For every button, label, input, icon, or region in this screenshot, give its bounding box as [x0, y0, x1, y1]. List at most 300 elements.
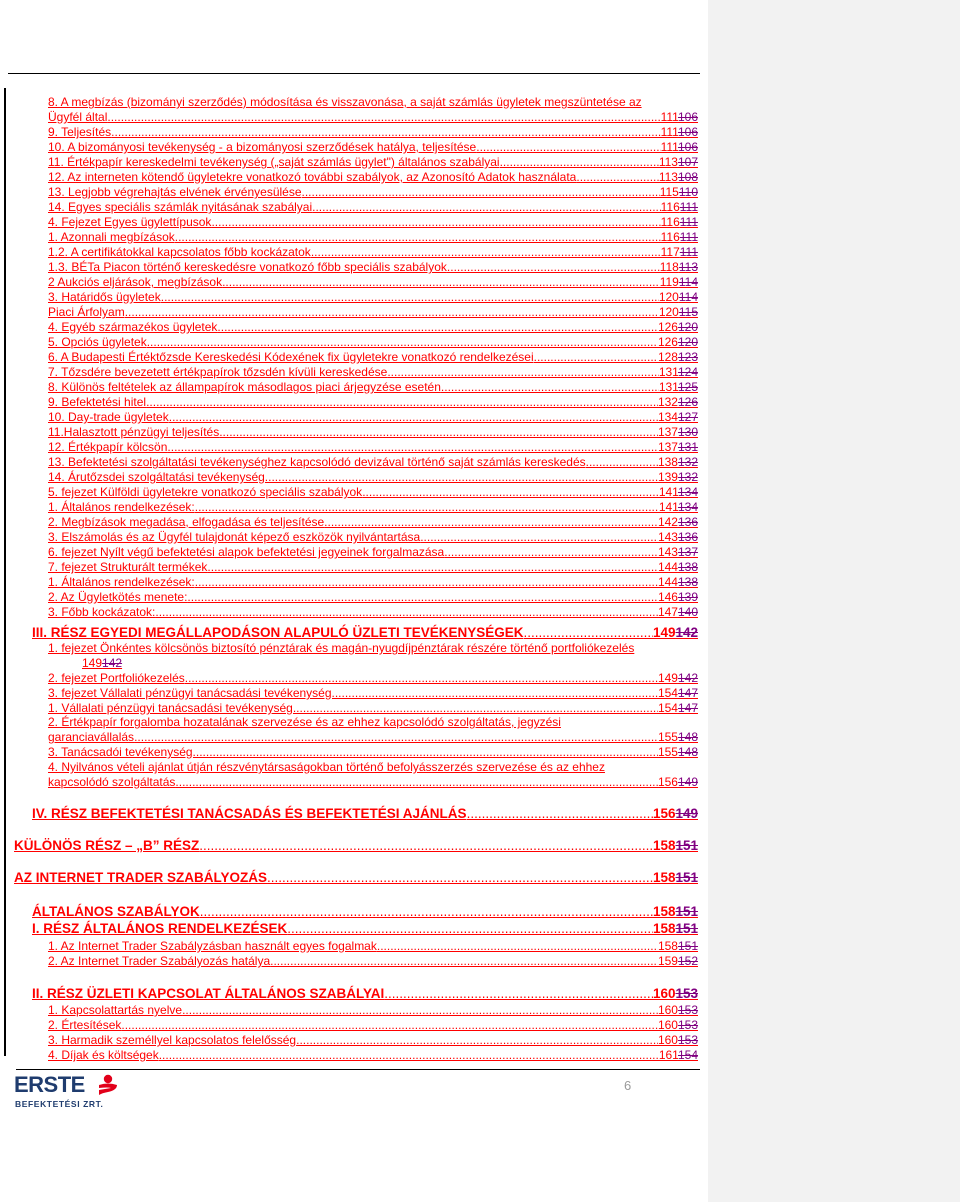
toc-dot-leader — [447, 260, 660, 274]
toc-dot-leader — [167, 440, 658, 454]
toc-page-new: 143 — [657, 545, 678, 559]
toc-entry[interactable] — [48, 410, 698, 424]
toc-entry[interactable] — [48, 954, 698, 968]
toc-entry[interactable] — [48, 485, 698, 499]
toc-entry[interactable] — [48, 215, 698, 229]
toc-page-new: 132 — [657, 395, 678, 409]
toc-entry-title: 2 Aukciós eljárások, megbízások — [48, 275, 223, 289]
page-number: 6 — [624, 1078, 632, 1093]
toc-dot-leader — [185, 671, 658, 685]
toc-page-number — [658, 1003, 698, 1017]
toc-entry-title: 1. Általános rendelkezések: — [48, 575, 195, 589]
toc-page-old: 111 — [679, 230, 698, 244]
toc-entry[interactable] — [48, 730, 698, 744]
toc-entry[interactable] — [48, 939, 698, 953]
toc-entry-title: AZ INTERNET TRADER SZABÁLYOZÁS — [14, 870, 268, 885]
toc-entry[interactable] — [48, 155, 698, 169]
toc-entry-title: 2. Értesítések — [48, 1018, 122, 1032]
toc-entry-issue-line1[interactable]: 2. Értékpapír forgalomba hozatalának szervezése és az ehhez kapcsolódó szolgáltatás, jegyzési — [48, 715, 561, 729]
toc-entry-title: 1. Vállalati pénzügyi tanácsadási tevékenység — [48, 701, 293, 715]
toc-page-new: 120 — [658, 305, 679, 319]
toc-page-new: 155 — [657, 730, 678, 744]
toc-entry[interactable] — [48, 440, 698, 454]
toc-page-number — [658, 545, 698, 559]
toc-page-old: 114 — [678, 290, 698, 304]
toc-entry-portfolio-line2[interactable]: 149142 — [82, 656, 123, 670]
toc-page-new: 116 — [660, 215, 680, 229]
toc-entry-title: 10. A bizományosi tevékenység - a bizományosi szerződések hatálya, teljesítése — [48, 140, 477, 154]
toc-page-old: 111 — [679, 245, 698, 259]
toc-entry[interactable] — [48, 110, 698, 124]
toc-entry-title: 3. Tanácsadói tevékenység — [48, 745, 193, 759]
toc-dot-leader — [524, 625, 653, 641]
toc-page-new: 131 — [658, 380, 678, 394]
toc-page-new: 111 — [660, 110, 678, 124]
toc-entry[interactable] — [48, 365, 698, 379]
toc-page-number — [658, 730, 698, 744]
toc-page-new: 128 — [657, 350, 678, 364]
toc-dot-leader — [362, 485, 659, 499]
toc-entry-title: I. RÉSZ ÁLTALÁNOS RENDELKEZÉSEK — [32, 921, 288, 936]
toc-page-new: 160 — [657, 1018, 678, 1032]
toc-page-number — [658, 560, 698, 574]
toc-page-old: 149 — [675, 806, 698, 821]
toc-dot-leader — [312, 200, 660, 214]
toc-page-new: 116 — [660, 230, 680, 244]
toc-page-new: 149 — [652, 625, 676, 640]
logo-s-icon — [96, 1074, 120, 1096]
toc-entry[interactable] — [32, 806, 698, 822]
toc-entry[interactable] — [48, 1048, 698, 1062]
toc-page-new: 138 — [657, 455, 678, 469]
toc-page-new: 113 — [658, 155, 678, 169]
toc-page-number — [658, 575, 698, 589]
toc-page-number — [659, 485, 698, 499]
toc-page-new: 111 — [660, 125, 678, 139]
toc-page-old: 120 — [677, 320, 698, 334]
toc-entry-takeover-line1[interactable]: 4. Nyilvános vételi ajánlat útján részvénytársaságokban történő befolyásszerzés szervezése és az ehhez — [48, 760, 605, 774]
toc-page-new: 137 — [657, 425, 678, 439]
toc-page-new: 156 — [657, 775, 678, 789]
toc-page-number — [659, 500, 698, 514]
toc-page-number — [659, 365, 698, 379]
toc-entry[interactable] — [48, 470, 698, 484]
toc-page-old: 137 — [677, 545, 698, 559]
toc-page-new: 158 — [652, 904, 676, 919]
toc-entry-title: 1. Az Internet Trader Szabályzásban használt egyes fogalmak — [48, 939, 377, 953]
toc-page-number — [660, 260, 698, 274]
toc-entry[interactable] — [32, 904, 698, 920]
toc-page-old: 139 — [677, 590, 698, 604]
toc-page-number — [653, 986, 698, 1002]
toc-dot-leader — [207, 560, 658, 574]
toc-page-old: 153 — [677, 1033, 698, 1047]
toc-entry[interactable] — [48, 671, 698, 685]
toc-page-new: 154 — [657, 701, 678, 715]
toc-dot-leader — [377, 939, 658, 953]
toc-dot-leader — [200, 904, 653, 920]
toc-page-number — [660, 275, 698, 289]
toc-entry[interactable] — [48, 455, 698, 469]
toc-entry-item8-line1[interactable]: 8. A megbízás (bizományi szerződés) módosítása és visszavonása, a saját számlás ügyletek megszüntetése az — [48, 95, 642, 109]
toc-page-old: 113 — [678, 260, 698, 274]
toc-entry-title: 1.2. A certifikátokkal kapcsolatos főbb kockázatok — [48, 245, 311, 259]
toc-page-new: 118 — [659, 260, 679, 274]
toc-page-old: 124 — [677, 365, 698, 379]
toc-page-old: 151 — [675, 904, 698, 919]
toc-entry[interactable] — [48, 530, 698, 544]
toc-entry[interactable] — [48, 305, 698, 319]
toc-entry[interactable] — [48, 395, 698, 409]
toc-entry-title: II. RÉSZ ÜZLETI KAPCSOLAT ÁLTALÁNOS SZABÁLYAI — [32, 986, 385, 1001]
toc-page-number — [658, 410, 698, 424]
toc-entry[interactable] — [48, 140, 698, 154]
toc-page-number — [661, 230, 698, 244]
toc-page-new: 141 — [658, 500, 678, 514]
toc-page-number — [658, 701, 698, 715]
toc-page-number — [658, 335, 698, 349]
toc-page-new: 161 — [658, 1048, 678, 1062]
toc-entry[interactable] — [48, 230, 698, 244]
toc-page-old: 106 — [677, 125, 698, 139]
toc-page-number — [658, 455, 698, 469]
toc-page-old: 148 — [677, 730, 698, 744]
toc-page-number — [659, 155, 698, 169]
toc-entry-title: 5. fejezet Külföldi ügyletekre vonatkozó speciális szabályok — [48, 485, 363, 499]
toc-page-old: 151 — [675, 870, 698, 885]
toc-entry[interactable] — [48, 320, 698, 334]
toc-entry-title: 8. Különös feltételek az állampapírok másodlagos piaci árjegyzése esetén — [48, 380, 441, 394]
footer-rule — [16, 1069, 700, 1070]
toc-page-new: 134 — [657, 410, 678, 424]
toc-dot-leader — [195, 575, 658, 589]
toc-entry-title: 7. fejezet Strukturált termékek — [48, 560, 208, 574]
toc-page-new: 156 — [652, 806, 676, 821]
toc-page-number — [659, 380, 698, 394]
toc-entry[interactable] — [48, 380, 698, 394]
toc-page-new: 117 — [660, 245, 680, 259]
toc-dot-leader — [134, 730, 658, 744]
toc-entry[interactable] — [48, 425, 698, 439]
toc-entry-title: garanciavállalás — [48, 730, 135, 744]
toc-entry[interactable] — [48, 260, 698, 274]
toc-entry[interactable] — [48, 245, 698, 259]
toc-page-old: 126 — [677, 395, 698, 409]
toc-entry-title: 3. fejezet Vállalati pénzügyi tanácsadási tevékenység — [48, 686, 332, 700]
toc-dot-leader — [384, 986, 653, 1002]
toc-dot-leader — [182, 1003, 658, 1017]
toc-dot-leader — [107, 110, 660, 124]
toc-entry[interactable] — [48, 1033, 698, 1047]
toc-entry[interactable] — [48, 545, 698, 559]
toc-dot-leader — [175, 775, 658, 789]
toc-entry-title: 1.3. BÉTa Piacon történő kereskedésre vonatkozó főbb speciális szabályok — [48, 260, 447, 274]
toc-entry[interactable] — [48, 701, 698, 715]
toc-entry-title: kapcsolódó szolgáltatás — [48, 775, 176, 789]
toc-page-old: 108 — [677, 170, 698, 184]
toc-page-new: 160 — [657, 1003, 678, 1017]
toc-page-old: 142 — [677, 671, 698, 685]
toc-dot-leader — [265, 470, 658, 484]
toc-dot-leader — [534, 350, 658, 364]
toc-page-number — [658, 320, 698, 334]
toc-page-old: 110 — [678, 185, 698, 199]
toc-entry[interactable] — [48, 575, 698, 589]
toc-dot-leader — [267, 870, 653, 886]
toc-entry[interactable] — [32, 921, 698, 937]
toc-dot-leader — [161, 290, 659, 304]
toc-page-new: 159 — [657, 954, 678, 968]
toc-page-new: 142 — [657, 515, 678, 529]
toc-dot-leader — [121, 1018, 658, 1032]
toc-page-old: 153 — [677, 1003, 698, 1017]
toc-entry-title: 13. Befektetési szolgáltatási tevékenységhez kapcsolódó devizával történő saját számlás kereskedés — [48, 455, 586, 469]
toc-dot-leader — [476, 140, 660, 154]
toc-entry-title: 11.Halasztott pénzügyi teljesítés — [48, 425, 220, 439]
toc-page-new: 113 — [658, 170, 678, 184]
toc-page-new: 137 — [657, 440, 678, 454]
toc-page-new: 147 — [657, 605, 678, 619]
toc-entry-title: 2. Az Internet Trader Szabályozás hatálya — [48, 954, 271, 968]
toc-entry[interactable] — [32, 625, 698, 641]
toc-page-new: 160 — [657, 1033, 678, 1047]
toc-entry[interactable] — [48, 1003, 698, 1017]
toc-page-new: 115 — [659, 185, 679, 199]
toc-entry[interactable] — [48, 500, 698, 514]
toc-page-new: 131 — [658, 365, 678, 379]
toc-entry-title: 2. fejezet Portfoliókezelés — [48, 671, 185, 685]
toc-page-old: 138 — [677, 575, 698, 589]
toc-entry-title: III. RÉSZ EGYEDI MEGÁLLAPODÁSON ALAPULÓ ÜZLETI TEVÉKENYSÉGEK — [32, 625, 524, 640]
toc-entry[interactable] — [48, 350, 698, 364]
toc-page-number — [661, 245, 698, 259]
toc-page-new: 158 — [652, 838, 676, 853]
toc-entry-title: 3. Harmadik személlyel kapcsolatos felelősség — [48, 1033, 297, 1047]
toc-entry[interactable] — [48, 515, 698, 529]
toc-dot-leader — [576, 170, 658, 184]
toc-page-old: 107 — [677, 155, 698, 169]
toc-dot-leader — [441, 380, 659, 394]
toc-page-number — [658, 686, 698, 700]
toc-page-number — [653, 806, 698, 822]
toc-page-old: 154 — [677, 1048, 698, 1062]
toc-entry[interactable] — [14, 870, 698, 886]
toc-entry[interactable] — [48, 1018, 698, 1032]
toc-page-new: 160 — [652, 986, 676, 1001]
toc-page-number — [659, 1048, 698, 1062]
toc-page-old: 120 — [677, 335, 698, 349]
toc-entry[interactable] — [48, 686, 698, 700]
toc-page-old: 106 — [677, 110, 698, 124]
toc-page-old: 140 — [677, 605, 698, 619]
toc-dot-leader — [193, 745, 658, 759]
toc-page-new: 158 — [657, 939, 678, 953]
toc-page-number — [658, 775, 698, 789]
toc-entry[interactable] — [48, 275, 698, 289]
toc-page-number — [659, 305, 698, 319]
toc-entry-title: 14. Árutőzsdei szolgáltatási tevékenység — [48, 470, 265, 484]
toc-page-old: 111 — [679, 215, 698, 229]
toc-page-old: 136 — [677, 515, 698, 529]
toc-page-number — [658, 515, 698, 529]
toc-page-new: 119 — [659, 275, 679, 289]
toc-page-old: 111 — [679, 200, 698, 214]
toc-page-old: 152 — [677, 954, 698, 968]
toc-entry-title: 12. Az interneten kötendő ügyletekre vonatkozó további szabályok, az Azonosító Adatok használata — [48, 170, 577, 184]
toc-entry-title: 11. Értékpapír kereskedelmi tevékenység („saját számlás ügylet") általános szabályai — [48, 155, 500, 169]
toc-entry-title: 2. Az Ügyletkötés menete: — [48, 590, 188, 604]
toc-page-new: 155 — [657, 745, 678, 759]
logo-wordmark: ERSTE — [14, 1072, 85, 1097]
toc-page-number — [659, 290, 698, 304]
toc-dot-leader — [211, 215, 660, 229]
toc-page-number — [661, 140, 698, 154]
toc-dot-leader — [444, 545, 658, 559]
toc-page-old: 130 — [677, 425, 698, 439]
toc-entry-title: 10. Day-trade ügyletek — [48, 410, 169, 424]
toc-page-new: 144 — [657, 560, 678, 574]
toc-entry[interactable] — [48, 335, 698, 349]
toc-entry-title: 3. Határidős ügyletek — [48, 290, 161, 304]
right-sidebar — [708, 0, 960, 1202]
toc-entry-title: 12. Értékpapír kölcsön — [48, 440, 168, 454]
toc-page-old: 151 — [675, 921, 698, 936]
toc-entry-title: 4. Díjak és költségek — [48, 1048, 159, 1062]
toc-page-old: 142 — [675, 625, 698, 640]
toc-dot-leader — [287, 921, 653, 937]
toc-page-number — [658, 1018, 698, 1032]
toc-entry[interactable] — [48, 125, 698, 139]
toc-dot-leader — [219, 425, 658, 439]
toc-page-new: 139 — [657, 470, 678, 484]
toc-page-old: 149 — [677, 775, 698, 789]
toc-page-old: 147 — [677, 686, 698, 700]
toc-page-new: 158 — [652, 870, 676, 885]
toc-page-number — [658, 1033, 698, 1047]
toc-page-number — [658, 530, 698, 544]
toc-entry[interactable] — [48, 185, 698, 199]
toc-entry[interactable] — [32, 986, 698, 1002]
toc-page-new: 146 — [657, 590, 678, 604]
toc-page-number — [653, 904, 698, 920]
toc-dot-leader — [169, 410, 658, 424]
toc-dot-leader — [311, 245, 661, 259]
toc-entry[interactable] — [48, 560, 698, 574]
toc-entry-title: 9. Teljesítés — [48, 125, 112, 139]
toc-entry[interactable] — [48, 290, 698, 304]
toc-entry[interactable] — [48, 200, 698, 214]
toc-dot-leader — [293, 701, 658, 715]
toc-page-new: 144 — [657, 575, 678, 589]
toc-dot-leader — [187, 590, 658, 604]
toc-page-number — [658, 745, 698, 759]
toc-page-old: 123 — [677, 350, 698, 364]
toc-page-number — [661, 125, 698, 139]
toc-entry-title: 4. Fejezet Egyes ügylettípusok — [48, 215, 212, 229]
toc-dot-leader — [420, 530, 658, 544]
toc-page-number — [658, 395, 698, 409]
toc-page-number — [658, 440, 698, 454]
toc-entry[interactable] — [48, 590, 698, 604]
toc-page-number — [658, 939, 698, 953]
toc-entry-title: 1. Azonnali megbízások — [48, 230, 175, 244]
toc-page-old: 153 — [675, 986, 698, 1001]
toc-entry-title: 2. Megbízások megadása, elfogadása és teljesítése — [48, 515, 325, 529]
toc-dot-leader — [222, 275, 660, 289]
toc-entry-title: 3. Elszámolás és az Ügyfél tulajdonát képező eszközök nyilvántartása — [48, 530, 421, 544]
toc-page-old: 134 — [677, 485, 698, 499]
toc-dot-leader — [195, 500, 659, 514]
toc-page-new: 141 — [658, 485, 678, 499]
toc-page-old: 115 — [678, 305, 698, 319]
erste-logo — [14, 1072, 124, 1112]
toc-page-number — [658, 671, 698, 685]
toc-page-number — [653, 625, 698, 641]
toc-page-new: 116 — [660, 200, 680, 214]
toc-entry-title: 3. Főbb kockázatok: — [48, 605, 156, 619]
toc-page-number — [660, 185, 698, 199]
toc-page-old: 138 — [677, 560, 698, 574]
toc-dot-leader — [332, 686, 658, 700]
toc-page-old: 148 — [677, 745, 698, 759]
toc-page-number — [661, 215, 698, 229]
toc-page-number — [661, 110, 698, 124]
toc-entry-title: 14. Egyes speciális számlák nyitásának szabályai — [48, 200, 313, 214]
toc-page-new: 111 — [660, 140, 678, 154]
toc-dot-leader — [111, 125, 660, 139]
toc-entry-title: 1. Kapcsolattartás nyelve — [48, 1003, 183, 1017]
toc-entry-title: ÁLTALÁNOS SZABÁLYOK — [32, 904, 200, 919]
toc-page-old: 151 — [677, 939, 698, 953]
toc-entry-title: Piaci Árfolyam — [48, 305, 125, 319]
toc-page-new: 126 — [657, 335, 678, 349]
toc-page-new: 154 — [657, 686, 678, 700]
toc-page-new: 126 — [657, 320, 678, 334]
toc-dot-leader — [586, 455, 658, 469]
toc-entry-title: 6. A Budapesti Értéktőzsde Kereskedési Kódexének fix ügyletekre vonatkozó rendelkezései — [48, 350, 534, 364]
toc-entry[interactable] — [48, 170, 698, 184]
toc-entry-title: 1. Általános rendelkezések: — [48, 500, 195, 514]
toc-entry[interactable] — [14, 838, 698, 854]
toc-page-number — [653, 870, 698, 886]
toc-entry-portfolio-line1[interactable]: 1. fejezet Önkéntes kölcsönös biztosító pénztárak és magán-nyugdíjpénztárak részére történő portfoliókezelés — [48, 641, 635, 655]
toc-entry-title: 9. Befektetési hitel — [48, 395, 147, 409]
toc-page-new: 158 — [652, 921, 676, 936]
toc-dot-leader — [270, 954, 658, 968]
toc-page-old: 132 — [677, 455, 698, 469]
toc-page-old: 132 — [677, 470, 698, 484]
toc-entry-title: 4. Egyéb származékos ügyletek — [48, 320, 218, 334]
toc-entry[interactable] — [48, 745, 698, 759]
toc-entry[interactable] — [48, 605, 698, 619]
toc-entry-title: KÜLÖNÖS RÉSZ – „B” RÉSZ — [14, 838, 200, 853]
toc-dot-leader — [147, 335, 658, 349]
toc-page-new: 149 — [657, 671, 678, 685]
toc-dot-leader — [467, 806, 653, 822]
toc-page-number — [658, 425, 698, 439]
toc-entry-title: 5. Opciós ügyletek — [48, 335, 147, 349]
toc-entry[interactable] — [48, 775, 698, 789]
toc-page-old: 134 — [677, 500, 698, 514]
toc-page-old: 106 — [677, 140, 698, 154]
toc-dot-leader — [296, 1033, 658, 1047]
toc-dot-leader — [155, 605, 658, 619]
toc-page-old: 125 — [677, 380, 698, 394]
toc-page-old: 151 — [675, 838, 698, 853]
toc-page-number — [653, 838, 698, 854]
toc-entry-title: Ügyfél által — [48, 110, 108, 124]
toc-page-old: 131 — [677, 440, 698, 454]
